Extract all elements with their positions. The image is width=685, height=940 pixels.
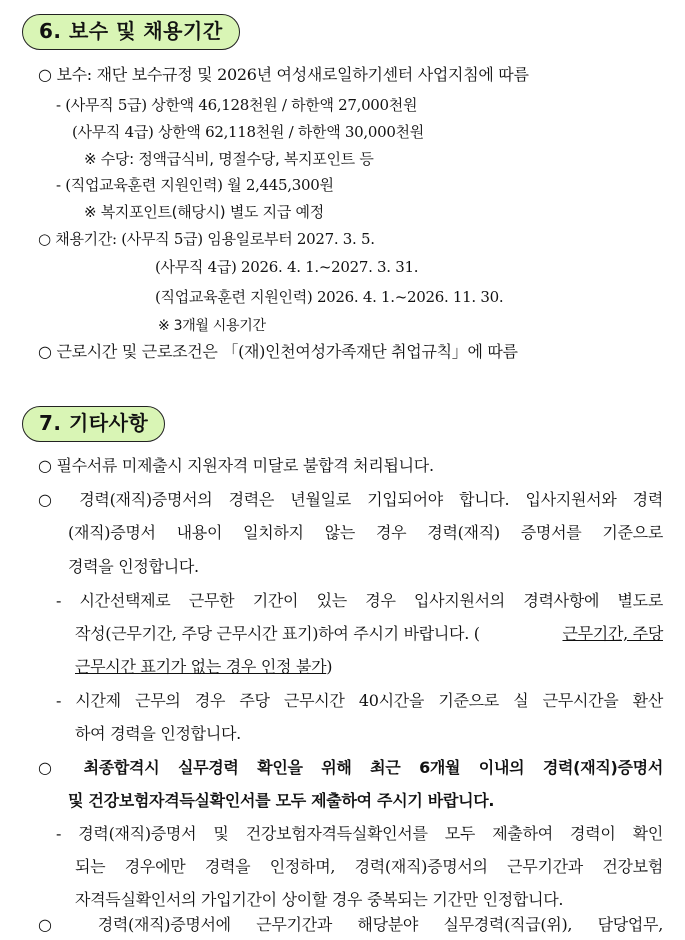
flex-line-3 bbox=[75, 656, 332, 678]
probation-note: ※ 3개월 시용기간 bbox=[158, 318, 266, 334]
career-line-2: (재직)증명서 내용이 일치하지 않는 경우 경력(재직) 증명서를 기준으로 bbox=[68, 523, 663, 542]
both-line-1: - 경력(재직)증명서 및 건강보험자격득실확인서를 모두 제출하여 경력이 확인 bbox=[56, 824, 663, 843]
cert-line-1: ○ 경력(재직)증명서에 근무기간과 해당분야 실무경력(직급(위), 담당업무, bbox=[38, 915, 663, 934]
final-line-2: 및 건강보험자격득실확인서를 모두 제출하여 주시기 바랍니다. bbox=[68, 791, 495, 810]
parttime-line-2: 하여 경력을 인정합니다. bbox=[75, 724, 241, 743]
parttime-line-1: - 시간제 근무의 경우 주당 근무시간 40시간을 기준으로 실 근무시간을 환산 bbox=[56, 691, 663, 710]
working-conditions: ○ 근로시간 및 근로조건은 「(재)인천여성가족재단 취업규칙」에 따름 bbox=[38, 342, 518, 361]
pay-grade5: - (사무직 5급) 상한액 46,128천원 / 하한액 27,000천원 bbox=[56, 96, 418, 114]
flex-close-paren: ) bbox=[326, 657, 333, 676]
flex-underline-end: 근무시간 표기가 없는 경우 인정 불가 bbox=[75, 657, 327, 676]
flex-line-2 bbox=[75, 623, 663, 645]
flex-line-2-text: 작성(근무기간, 주당 근무시간 표기)하여 주시기 바랍니다. ( bbox=[75, 624, 480, 643]
allowance-note: ※ 수당: 정액급식비, 명절수당, 복지포인트 등 bbox=[84, 150, 374, 168]
pay-training-staff: - (직업교육훈련 지원인력) 월 2,445,300원 bbox=[56, 176, 334, 194]
period-main: ○ 채용기간: (사무직 5급) 임용일로부터 2027. 3. 5. bbox=[38, 230, 375, 248]
welfare-note: ※ 복지포인트(해당시) 별도 지급 예정 bbox=[84, 203, 324, 221]
pay-grade4: (사무직 4급) 상한액 62,118천원 / 하한액 30,000천원 bbox=[72, 123, 424, 141]
career-line-1: ○ 경력(재직)증명서의 경력은 년월일로 기입되어야 합니다. 입사지원서와 경력 bbox=[38, 490, 663, 509]
section-6-heading: 6. 보수 및 채용기간 bbox=[22, 14, 240, 50]
missing-docs: ○ 필수서류 미제출시 지원자격 미달로 불합격 처리됩니다. bbox=[38, 456, 434, 475]
career-line-3: 경력을 인정합니다. bbox=[68, 557, 199, 576]
both-line-3: 자격득실확인서의 가입기간이 상이할 경우 중복되는 기간만 인정합니다. bbox=[75, 890, 564, 909]
period-grade4: (사무직 4급) 2026. 4. 1.~2027. 3. 31. bbox=[155, 258, 419, 276]
final-line-1: ○ 최종합격시 실무경력 확인을 위해 최근 6개월 이내의 경력(재직)증명서 bbox=[38, 758, 663, 777]
flex-line-1: - 시간선택제로 근무한 기간이 있는 경우 입사지원서의 경력사항에 별도로 bbox=[56, 591, 663, 610]
pay-main: ○ 보수: 재단 보수규정 및 2026년 여성새로일하기센터 사업지침에 따름 bbox=[38, 65, 529, 84]
both-line-2: 되는 경우에만 경력을 인정하며, 경력(재직)증명서의 근무기간과 건강보험 bbox=[75, 857, 663, 876]
flex-underline-start: 근무기간, 주당 bbox=[562, 624, 663, 643]
section-7-heading: 7. 기타사항 bbox=[22, 406, 165, 442]
period-training-staff: (직업교육훈련 지원인력) 2026. 4. 1.~2026. 11. 30. bbox=[155, 288, 504, 306]
